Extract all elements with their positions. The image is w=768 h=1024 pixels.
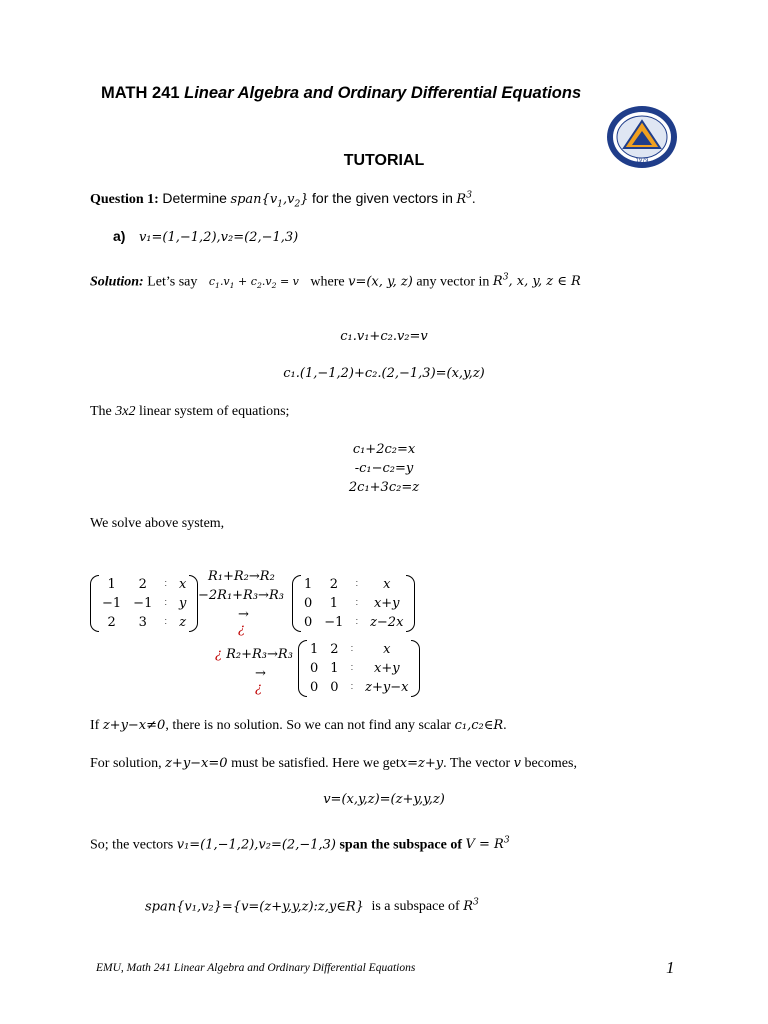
augmented-matrix-3: 1 2 ∶ x 0 1 ∶ x+y 0 0 ∶ z+y−x [298,640,420,697]
solution-line: Solution: Let’s say $c_1.v_1 + c_2.v_2 = v$ where v=(x, y, z) any vector in $R^3$, x, y, z ∈ R [90,273,581,291]
linear-system [0,440,768,497]
svg-text:1979: 1979 [635,158,649,164]
document-title [101,84,581,103]
marker-3: ¿ [255,681,262,696]
system-eq-3: 2c₁+3c₂=z [348,480,420,495]
solution-label: Solution: [90,274,144,290]
tutorial-heading: TUTORIAL [343,152,425,169]
row-operations-1 [198,567,284,636]
system-eq-2: -c₁−c₂=y [354,461,414,476]
question-label: Question 1: [90,192,159,207]
part-a: a) v₁=(1,−1,2),v₂=(2,−1,3) [113,228,299,245]
page-number: 1 [666,958,675,977]
marker-1: ¿ [238,622,245,637]
arrow-2: → [255,666,266,681]
equation-substituted: c₁.(1,−1,2)+c₂.(2,−1,3)=(x,y,z) [283,366,485,381]
no-solution-condition: If z+y−x≠0, there is no solution. So we can not find any scalar c₁,c₂∈R. [90,718,507,733]
span-statement: So; the vectors v₁=(1,−1,2),v₂=(2,−1,3) span the subspace of $V = R^3$ [90,836,510,853]
arrow-1: → [238,607,249,622]
solution-condition: For solution, z+y−x=0 must be satisfied. Here we getx=z+y. The vector v becomes, [90,756,577,771]
marker-2: ¿ [215,647,222,662]
equation-linear-combination: c₁.v₁+c₂.v₂=v [340,329,428,344]
course-code: MATH 241 [101,84,180,102]
footer-text: EMU, Math 241 Linear Algebra and Ordinary Differential Equations [96,962,416,974]
row-op-2: −2R₁+R₃→R₃ [198,588,284,603]
row-operations-2 [215,645,293,695]
system-intro: The 3x2 linear system of equations; [90,404,290,419]
part-a-vectors: v₁=(1,−1,2),v₂=(2,−1,3) [138,230,299,245]
system-eq-1: c₁+2c₂=x [352,442,416,457]
span-definition: span{v₁,v₂}={v=(z+y,y,z):z,y∈R} is a subspace of $R^3$ [145,898,479,915]
span-notation: $span\{v_1,v_2\}$ [230,192,309,210]
augmented-matrix-2: 1 2 ∶ x 0 1 ∶ x+y 0 −1 ∶ z−2x [292,575,415,632]
question-1: Question 1: Determine $span\{v_1,v_2\}$ for the given vectors in $R^3$. [90,190,476,210]
vector-v-equation: v=(x,y,z)=(z+y,y,z) [323,792,445,807]
row-op-1: R₁+R₂→R₂ [208,569,275,584]
solve-text: We solve above system, [90,516,225,531]
course-name: Linear Algebra and Ordinary Differential Equations [184,84,582,102]
row-op-3: R₂+R₃→R₃ [226,647,293,662]
augmented-matrix-1: 1 2 ∶ x −1 −1 ∶ y 2 3 ∶ z [90,575,198,632]
